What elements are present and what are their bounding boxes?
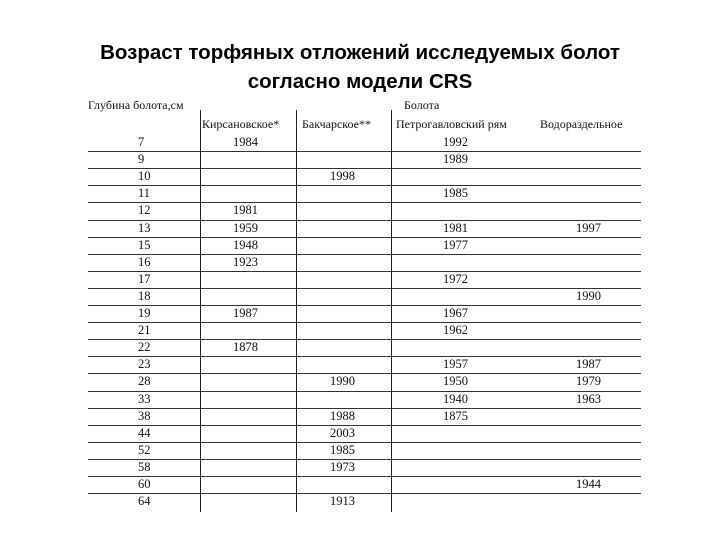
year-cell: 1987 — [233, 306, 258, 320]
year-cell: 2003 — [330, 425, 355, 440]
year-cell: 1962 — [443, 323, 468, 338]
peat-age-table — [88, 98, 641, 512]
row-divider — [88, 202, 641, 203]
year-cell: 1973 — [330, 459, 355, 474]
year-cell: 1988 — [330, 408, 355, 423]
column-header-bakcharskoe: Бакчарское** — [302, 117, 371, 131]
depth-cell: 19 — [138, 306, 151, 320]
depth-cell: 22 — [138, 340, 151, 355]
row-divider — [88, 322, 641, 323]
row-divider — [88, 442, 641, 443]
year-cell: 1979 — [576, 374, 601, 389]
depth-cell: 52 — [138, 442, 151, 457]
depth-cell: 13 — [138, 220, 151, 235]
depth-cell: 17 — [138, 271, 151, 286]
depth-cell: 60 — [138, 477, 151, 491]
year-cell: 1992 — [443, 135, 468, 149]
row-divider — [88, 408, 641, 409]
row-divider — [88, 339, 641, 340]
year-cell: 1913 — [330, 494, 355, 509]
depth-cell: 7 — [138, 135, 145, 149]
column-header-vodorazdelnoe: Водораздельное — [540, 117, 623, 131]
column-divider — [391, 110, 392, 512]
row-divider — [88, 356, 641, 357]
year-cell: 1981 — [443, 220, 468, 235]
year-cell: 1984 — [233, 135, 258, 149]
depth-cell: 10 — [138, 169, 151, 184]
row-divider — [88, 305, 641, 306]
year-cell: 1997 — [576, 220, 601, 235]
year-cell: 1948 — [233, 237, 258, 252]
title-line-2: согласно модели CRS — [247, 70, 473, 93]
row-divider — [88, 237, 641, 238]
row-divider — [88, 373, 641, 374]
depth-cell: 64 — [138, 494, 151, 509]
depth-cell: 12 — [138, 203, 151, 218]
depth-cell: 23 — [138, 357, 151, 372]
depth-cell: 9 — [138, 152, 145, 167]
row-divider — [88, 168, 641, 169]
year-cell: 1940 — [443, 391, 468, 406]
row-divider — [88, 151, 641, 152]
depth-cell: 28 — [138, 374, 151, 389]
column-header-petrogavlovsky: Петрогавловский рям — [396, 117, 507, 131]
depth-cell: 21 — [138, 323, 151, 338]
depth-cell: 11 — [138, 186, 151, 201]
year-cell: 1990 — [576, 288, 601, 303]
row-divider — [88, 185, 641, 186]
page-title — [0, 38, 720, 96]
year-cell: 1998 — [330, 169, 355, 184]
column-header-kirsanovskoe: Кирсановское* — [202, 117, 280, 131]
depth-header: Глубина болота,см — [88, 98, 184, 112]
group-header: Болота — [404, 98, 440, 112]
row-divider — [88, 425, 641, 426]
year-cell: 1957 — [443, 357, 468, 372]
depth-cell: 44 — [138, 425, 151, 440]
year-cell: 1967 — [443, 306, 468, 320]
depth-cell: 38 — [138, 408, 151, 423]
row-divider — [88, 459, 641, 460]
row-divider — [88, 476, 641, 477]
year-cell: 1977 — [443, 237, 468, 252]
year-cell: 1987 — [576, 357, 601, 372]
year-cell: 1989 — [443, 152, 468, 167]
depth-cell: 18 — [138, 288, 151, 303]
year-cell: 1990 — [330, 374, 355, 389]
row-divider — [88, 391, 641, 392]
column-divider — [296, 110, 297, 512]
depth-cell: 58 — [138, 459, 151, 474]
row-divider — [88, 288, 641, 289]
year-cell: 1985 — [443, 186, 468, 201]
year-cell: 1972 — [443, 271, 468, 286]
year-cell: 1875 — [443, 408, 468, 423]
year-cell: 1959 — [233, 220, 258, 235]
year-cell: 1923 — [233, 254, 258, 269]
depth-cell: 33 — [138, 391, 151, 406]
depth-cell: 16 — [138, 254, 151, 269]
year-cell: 1944 — [576, 477, 601, 491]
row-divider — [88, 220, 641, 221]
year-cell: 1878 — [233, 340, 258, 355]
year-cell: 1963 — [576, 391, 601, 406]
year-cell: 1981 — [233, 203, 258, 218]
year-cell: 1985 — [330, 442, 355, 457]
row-divider — [88, 254, 641, 255]
depth-cell: 15 — [138, 237, 151, 252]
row-divider — [88, 493, 641, 494]
row-divider — [88, 271, 641, 272]
column-divider — [200, 110, 201, 512]
year-cell: 1950 — [443, 374, 468, 389]
title-line-1: Возраст торфяных отложений исследуемых болот — [100, 41, 620, 64]
